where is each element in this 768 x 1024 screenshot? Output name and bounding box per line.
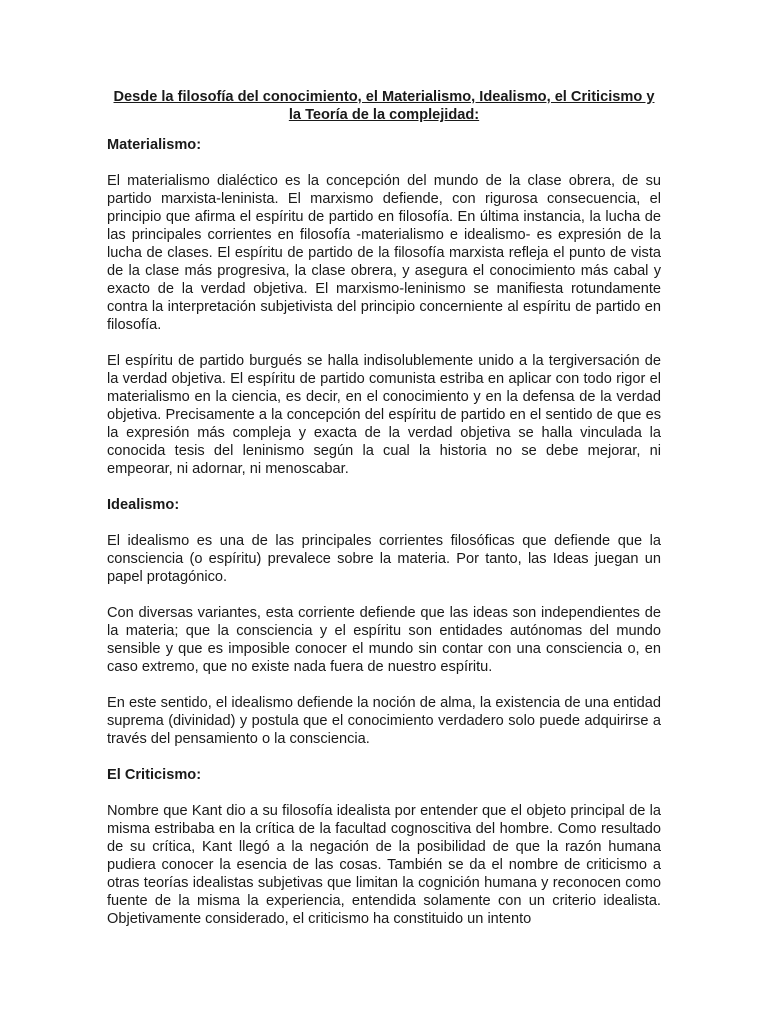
document-page [107, 88, 661, 946]
section-materialismo [107, 136, 661, 478]
section-heading: Materialismo: [107, 137, 202, 153]
paragraph: Con diversas variantes, esta corriente defiende que las ideas son independientes de la materia; que la consciencia y el espíritu son entidades autónomas del mundo sensible y que es imposible conocer el mundo sin contar con una consciencia o, en caso extremo, que no existe nada fuera de nuestro espíritu. [107, 605, 661, 675]
section-idealismo [107, 496, 661, 748]
document-title: Desde la filosofía del conocimiento, el Materialismo, Idealismo, el Criticismo y la Teoría de la complejidad: [113, 89, 655, 123]
paragraph: El espíritu de partido burgués se halla indisolublemente unido a la tergiversación de la verdad objetiva. El espíritu de partido comunista estriba en aplicar con todo rigor el materialismo en la ciencia, es decir, en el conocimiento y en la defensa de la verdad objetiva. Precisamente a la concepción del espíritu de partido en el sentido de que es la expresión más compleja y exacta de la verdad objetiva se halla vinculada la conocida tesis del leninismo según la cual la historia no se debe mejorar, ni empeorar, ni adornar, ni menoscabar. [107, 353, 661, 477]
section-heading: El Criticismo: [107, 767, 202, 783]
paragraph: En este sentido, el idealismo defiende la noción de alma, la existencia de una entidad suprema (divinidad) y postula que el conocimiento verdadero solo puede adquirirse a través del pensamiento o la consciencia. [107, 695, 661, 747]
paragraph: El materialismo dialéctico es la concepción del mundo de la clase obrera, de su partido marxista-leninista. El marxismo defiende, con rigurosa consecuencia, el principio que afirma el espíritu de partido en filosofía. En última instancia, la lucha de las principales corrientes en filosofía -materialismo e idealismo- es expresión de la lucha de clases. El espíritu de partido de la filosofía marxista refleja el punto de vista de la clase más progresiva, la clase obrera, y asegura el conocimiento más cabal y exacto de la verdad objetiva. El marxismo-leninismo se manifiesta rotundamente contra la interpretación subjetivista del principio concerniente al espíritu de partido en filosofía. [107, 173, 661, 333]
section-heading: Idealismo: [107, 497, 180, 513]
paragraph: Nombre que Kant dio a su filosofía idealista por entender que el objeto principal de la misma estribaba en la crítica de la facultad cognoscitiva del hombre. Como resultado de su crítica, Kant llegó a la negación de la posibilidad de que la razón humana pudiera conocer la esencia de las cosas. También se da el nombre de criticismo a otras teorías idealistas subjetivas que limitan la cognición humana y reconocen como fuente de la misma la experiencia, entendida solamente con un criterio idealista. Objetivamente considerado, el criticismo ha constituido un intento [107, 803, 661, 927]
paragraph: El idealismo es una de las principales corrientes filosóficas que defiende que la consciencia (o espíritu) prevalece sobre la materia. Por tanto, las Ideas juegan un papel protagónico. [107, 533, 661, 585]
section-criticismo [107, 766, 661, 928]
